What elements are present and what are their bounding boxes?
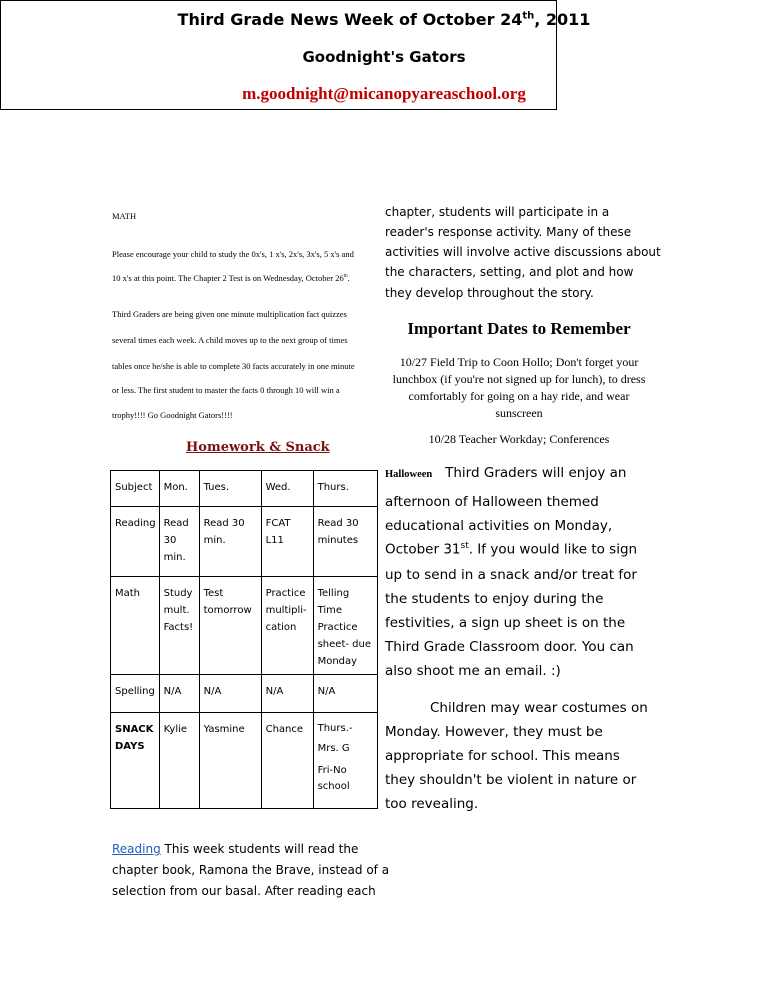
homework-table xyxy=(110,470,378,809)
costume-line-3: appropriate for school. This means xyxy=(385,748,620,764)
costume-line-2: Monday. However, they must be xyxy=(385,724,603,740)
header-box xyxy=(0,0,591,110)
halloween-line-9: also shoot me an email. :) xyxy=(385,663,561,679)
table-cell: Study mult. Facts! xyxy=(159,577,199,675)
reading-line-1: Reading This week students will read the xyxy=(112,842,359,856)
table-cell: Read 30 min. xyxy=(159,507,199,577)
halloween-line-3: educational activities on Monday, xyxy=(385,518,613,534)
halloween-heading: Halloween xyxy=(385,469,433,480)
table-row xyxy=(111,713,378,809)
halloween-line-8: Third Grade Classroom door. You can xyxy=(385,639,634,655)
table-cell: Thurs. xyxy=(313,471,377,507)
table-row xyxy=(111,507,378,577)
halloween-line-7: festivities, a sign up sheet is on the xyxy=(385,615,626,631)
table-row xyxy=(111,471,378,507)
page-title: Third Grade News Week of October 24th, 2011 xyxy=(177,10,591,29)
dates-item-1: 10/27 Field Trip to Coon Hollo; Don't forget your lunchbox (if you're not signed up for lunch), to dress comfortably for going on a hay ride, and wear sunscreen xyxy=(392,355,646,420)
reading-cont-1: chapter, students will participate in a xyxy=(385,205,610,219)
table-row xyxy=(111,675,378,713)
table-cell: Test tomorrow xyxy=(199,577,261,675)
table-cell: N/A xyxy=(199,675,261,713)
snack-thurs: Thurs.- xyxy=(317,723,353,734)
table-cell: Math xyxy=(111,577,160,675)
table-cell: Tues. xyxy=(199,471,261,507)
snack-fri: Fri-No school xyxy=(317,765,350,792)
math-line-3: Third Graders are being given one minute multiplication fact quizzes xyxy=(112,309,347,319)
table-cell: Telling Time Practice sheet- due Monday xyxy=(313,577,377,675)
table-row xyxy=(111,577,378,675)
reading-cont-4: the characters, setting, and plot and how xyxy=(385,265,634,279)
reading-cont-5: they develop throughout the story. xyxy=(385,286,594,300)
table-cell: FCAT L11 xyxy=(261,507,313,577)
table-cell: N/A xyxy=(159,675,199,713)
costume-line-4: they shouldn't be violent in nature or xyxy=(385,772,637,788)
math-line-1: Please encourage your child to study the 0x's, 1 x's, 2x's, 3x's, 5 x's and xyxy=(112,249,354,259)
costume-line-5: too revealing. xyxy=(385,796,479,812)
table-cell: Reading xyxy=(111,507,160,577)
math-line-6: or less. The first student to master the facts 0 through 10 will win a xyxy=(112,385,340,395)
class-name: Goodnight's Gators xyxy=(302,48,466,66)
homework-title: Homework & Snack xyxy=(186,440,330,455)
reading-link[interactable]: Reading xyxy=(112,842,161,856)
math-heading: MATH xyxy=(112,211,137,221)
table-cell: Subject xyxy=(111,471,160,507)
math-line-4: several times each week. A child moves up to the next group of times xyxy=(112,335,348,345)
math-line-2: 10 x's at this point. The Chapter 2 Test is on Wednesday, October 26th. xyxy=(112,272,350,283)
table-cell: Read 30 minutes xyxy=(313,507,377,577)
table-cell: Chance xyxy=(261,713,313,809)
reading-line-2: chapter book, Ramona the Brave, instead of a xyxy=(112,863,390,877)
table-cell: Practice multipli-cation xyxy=(261,577,313,675)
reading-cont-3: activities will involve active discussions about xyxy=(385,245,661,259)
dates-item-2: 10/28 Teacher Workday; Conferences xyxy=(428,432,610,446)
table-cell: Mon. xyxy=(159,471,199,507)
table-cell: Read 30 min. xyxy=(199,507,261,577)
table-cell: Spelling xyxy=(111,675,160,713)
table-cell: N/A xyxy=(261,675,313,713)
math-line-5: tables once he/she is able to complete 30 facts accurately in one minute xyxy=(112,361,355,371)
reading-cont-2: reader's response activity. Many of these xyxy=(385,225,632,239)
halloween-line-4: October 31st. If you would like to sign xyxy=(385,541,638,558)
table-cell: Wed. xyxy=(261,471,313,507)
table-cell: Yasmine xyxy=(199,713,261,809)
table-cell: N/A xyxy=(313,675,377,713)
math-line-7: trophy!!!! Go Goodnight Gators!!!! xyxy=(112,410,233,420)
halloween-line-5: up to send in a snack and/or treat for xyxy=(385,567,637,583)
halloween-line-2: afternoon of Halloween themed xyxy=(385,494,599,510)
table-cell xyxy=(313,713,377,809)
dates-heading: Important Dates to Remember xyxy=(407,319,631,338)
costume-line-1: Children may wear costumes on xyxy=(430,700,648,716)
email-link[interactable]: m.goodnight@micanopyareaschool.org xyxy=(242,84,526,103)
table-cell: SNACK DAYS xyxy=(111,713,160,809)
halloween-line-6: the students to enjoy during the xyxy=(385,591,604,607)
snack-mrs-g: Mrs. G xyxy=(317,743,350,754)
reading-line-3: selection from our basal. After reading each xyxy=(112,884,376,898)
table-cell: Kylie xyxy=(159,713,199,809)
halloween-line-1: Halloween Third Graders will enjoy an xyxy=(385,465,627,481)
